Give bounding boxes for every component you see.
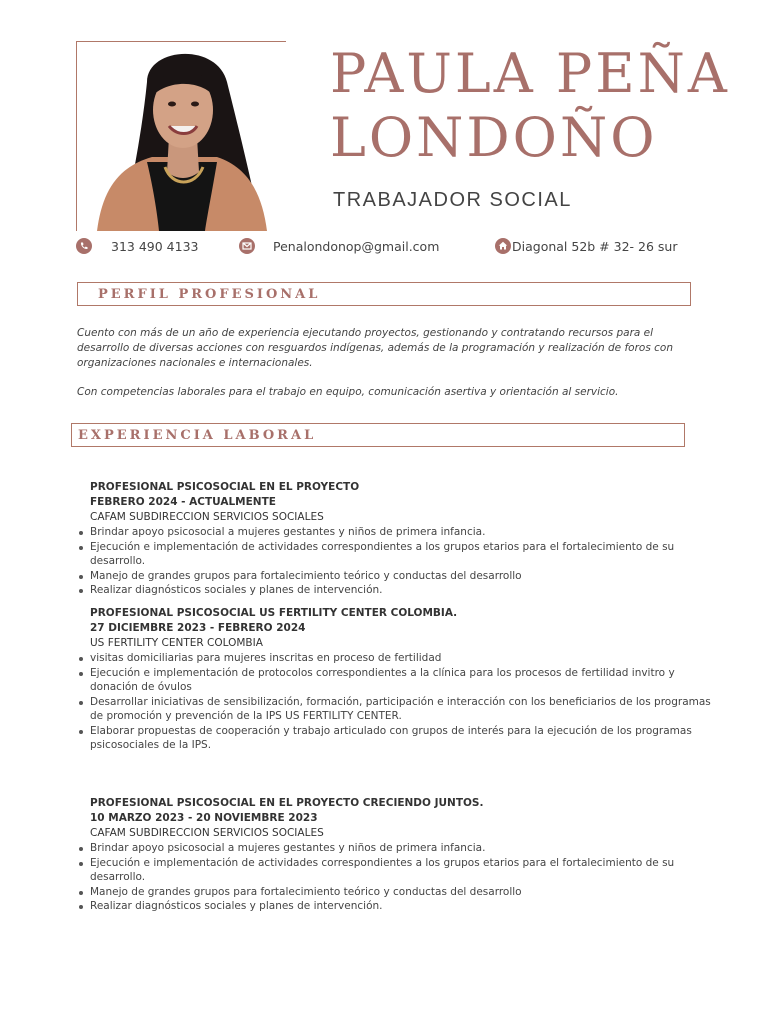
name-line-2: LONDOÑO (330, 106, 658, 169)
experience-heading: EXPERIENCIA LABORAL (78, 427, 317, 443)
job-dates: FEBRERO 2024 - ACTUALMENTE (90, 496, 276, 508)
job-duty: Realizar diagnósticos sociales y planes de intervención. (90, 583, 720, 598)
portrait-image (77, 42, 286, 231)
job-duty: Ejecución e implementación de protocolos correspondientes a la clínica para los procesos de fertilidad invitro y donación de óvulos (90, 666, 720, 695)
job-duty: Elaborar propuestas de cooperación y trabajo articulado con grupos de interés para la ejecución de los programas psicosociales de la IPS. (90, 724, 720, 753)
profile-heading: PERFIL PROFESIONAL (98, 286, 321, 302)
candidate-name (330, 42, 730, 170)
job-role: TRABAJADOR SOCIAL (333, 189, 572, 211)
job-duty: visitas domiciliarias para mujeres inscritas en proceso de fertilidad (90, 651, 720, 666)
name-line-1: PAULA PEÑA (330, 42, 730, 105)
job-duty: Desarrollar iniciativas de sensibilización, formación, participación e interacción con los beneficiarios de los programas de promoción y prevención de la IPS US FERTILITY CENTER. (90, 695, 720, 724)
job-duty: Manejo de grandes grupos para fortalecimiento teórico y conductas del desarrollo (90, 885, 720, 900)
job-duties (90, 525, 720, 598)
contact-address (495, 238, 677, 254)
job-entry (90, 796, 720, 914)
phone-icon (76, 238, 92, 254)
job-duty: Ejecución e implementación de actividades correspondientes a los grupos etarios para el fortalecimiento de su desarrollo. (90, 856, 720, 885)
job-organization: CAFAM SUBDIRECCION SERVICIOS SOCIALES (90, 827, 324, 839)
job-duty: Brindar apoyo psicosocial a mujeres gestantes y niños de primera infancia. (90, 525, 720, 540)
job-duty: Ejecución e implementación de actividades correspondientes a los grupos etarios para el fortalecimiento de su desarrollo. (90, 540, 720, 569)
job-organization: US FERTILITY CENTER COLOMBIA (90, 637, 263, 649)
job-entry (90, 606, 720, 753)
profile-photo (76, 41, 286, 231)
job-duty: Realizar diagnósticos sociales y planes de intervención. (90, 899, 720, 914)
job-dates: 27 DICIEMBRE 2023 - FEBRERO 2024 (90, 622, 306, 634)
job-title: PROFESIONAL PSICOSOCIAL EN EL PROYECTO CRECIENDO JUNTOS. (90, 797, 484, 809)
mail-icon (239, 238, 255, 254)
contact-email (239, 238, 439, 254)
job-dates: 10 MARZO 2023 - 20 NOVIEMBRE 2023 (90, 812, 318, 824)
home-address: Diagonal 52b # 32- 26 sur (512, 238, 678, 254)
home-icon (495, 238, 511, 254)
job-duty: Brindar apoyo psicosocial a mujeres gestantes y niños de primera infancia. (90, 841, 720, 856)
job-entry (90, 480, 720, 598)
job-duties (90, 651, 720, 753)
job-duties (90, 841, 720, 914)
profile-paragraph-2: Con competencias laborales para el trabajo en equipo, comunicación asertiva y orientación al servicio. (77, 386, 619, 398)
section-heading-profile (77, 282, 691, 306)
job-title: PROFESIONAL PSICOSOCIAL EN EL PROYECTO (90, 481, 360, 493)
profile-paragraph-1: Cuento con más de un año de experiencia ejecutando proyectos, gestionando y contratando recursos para el desarrollo de diversas acciones con resguardos indígenas, además de la programación y realización de foros con organizaciones nacionales e internacionales. (77, 327, 674, 369)
email-address[interactable]: Penalondonop@gmail.com (273, 238, 440, 254)
job-organization: CAFAM SUBDIRECCION SERVICIOS SOCIALES (90, 511, 324, 523)
contact-phone (76, 238, 198, 254)
job-duty: Manejo de grandes grupos para fortalecimiento teórico y conductas del desarrollo (90, 569, 720, 584)
phone-number: 313 490 4133 (111, 238, 199, 254)
section-heading-experience (71, 423, 685, 447)
job-title: PROFESIONAL PSICOSOCIAL US FERTILITY CENTER COLOMBIA. (90, 607, 458, 619)
